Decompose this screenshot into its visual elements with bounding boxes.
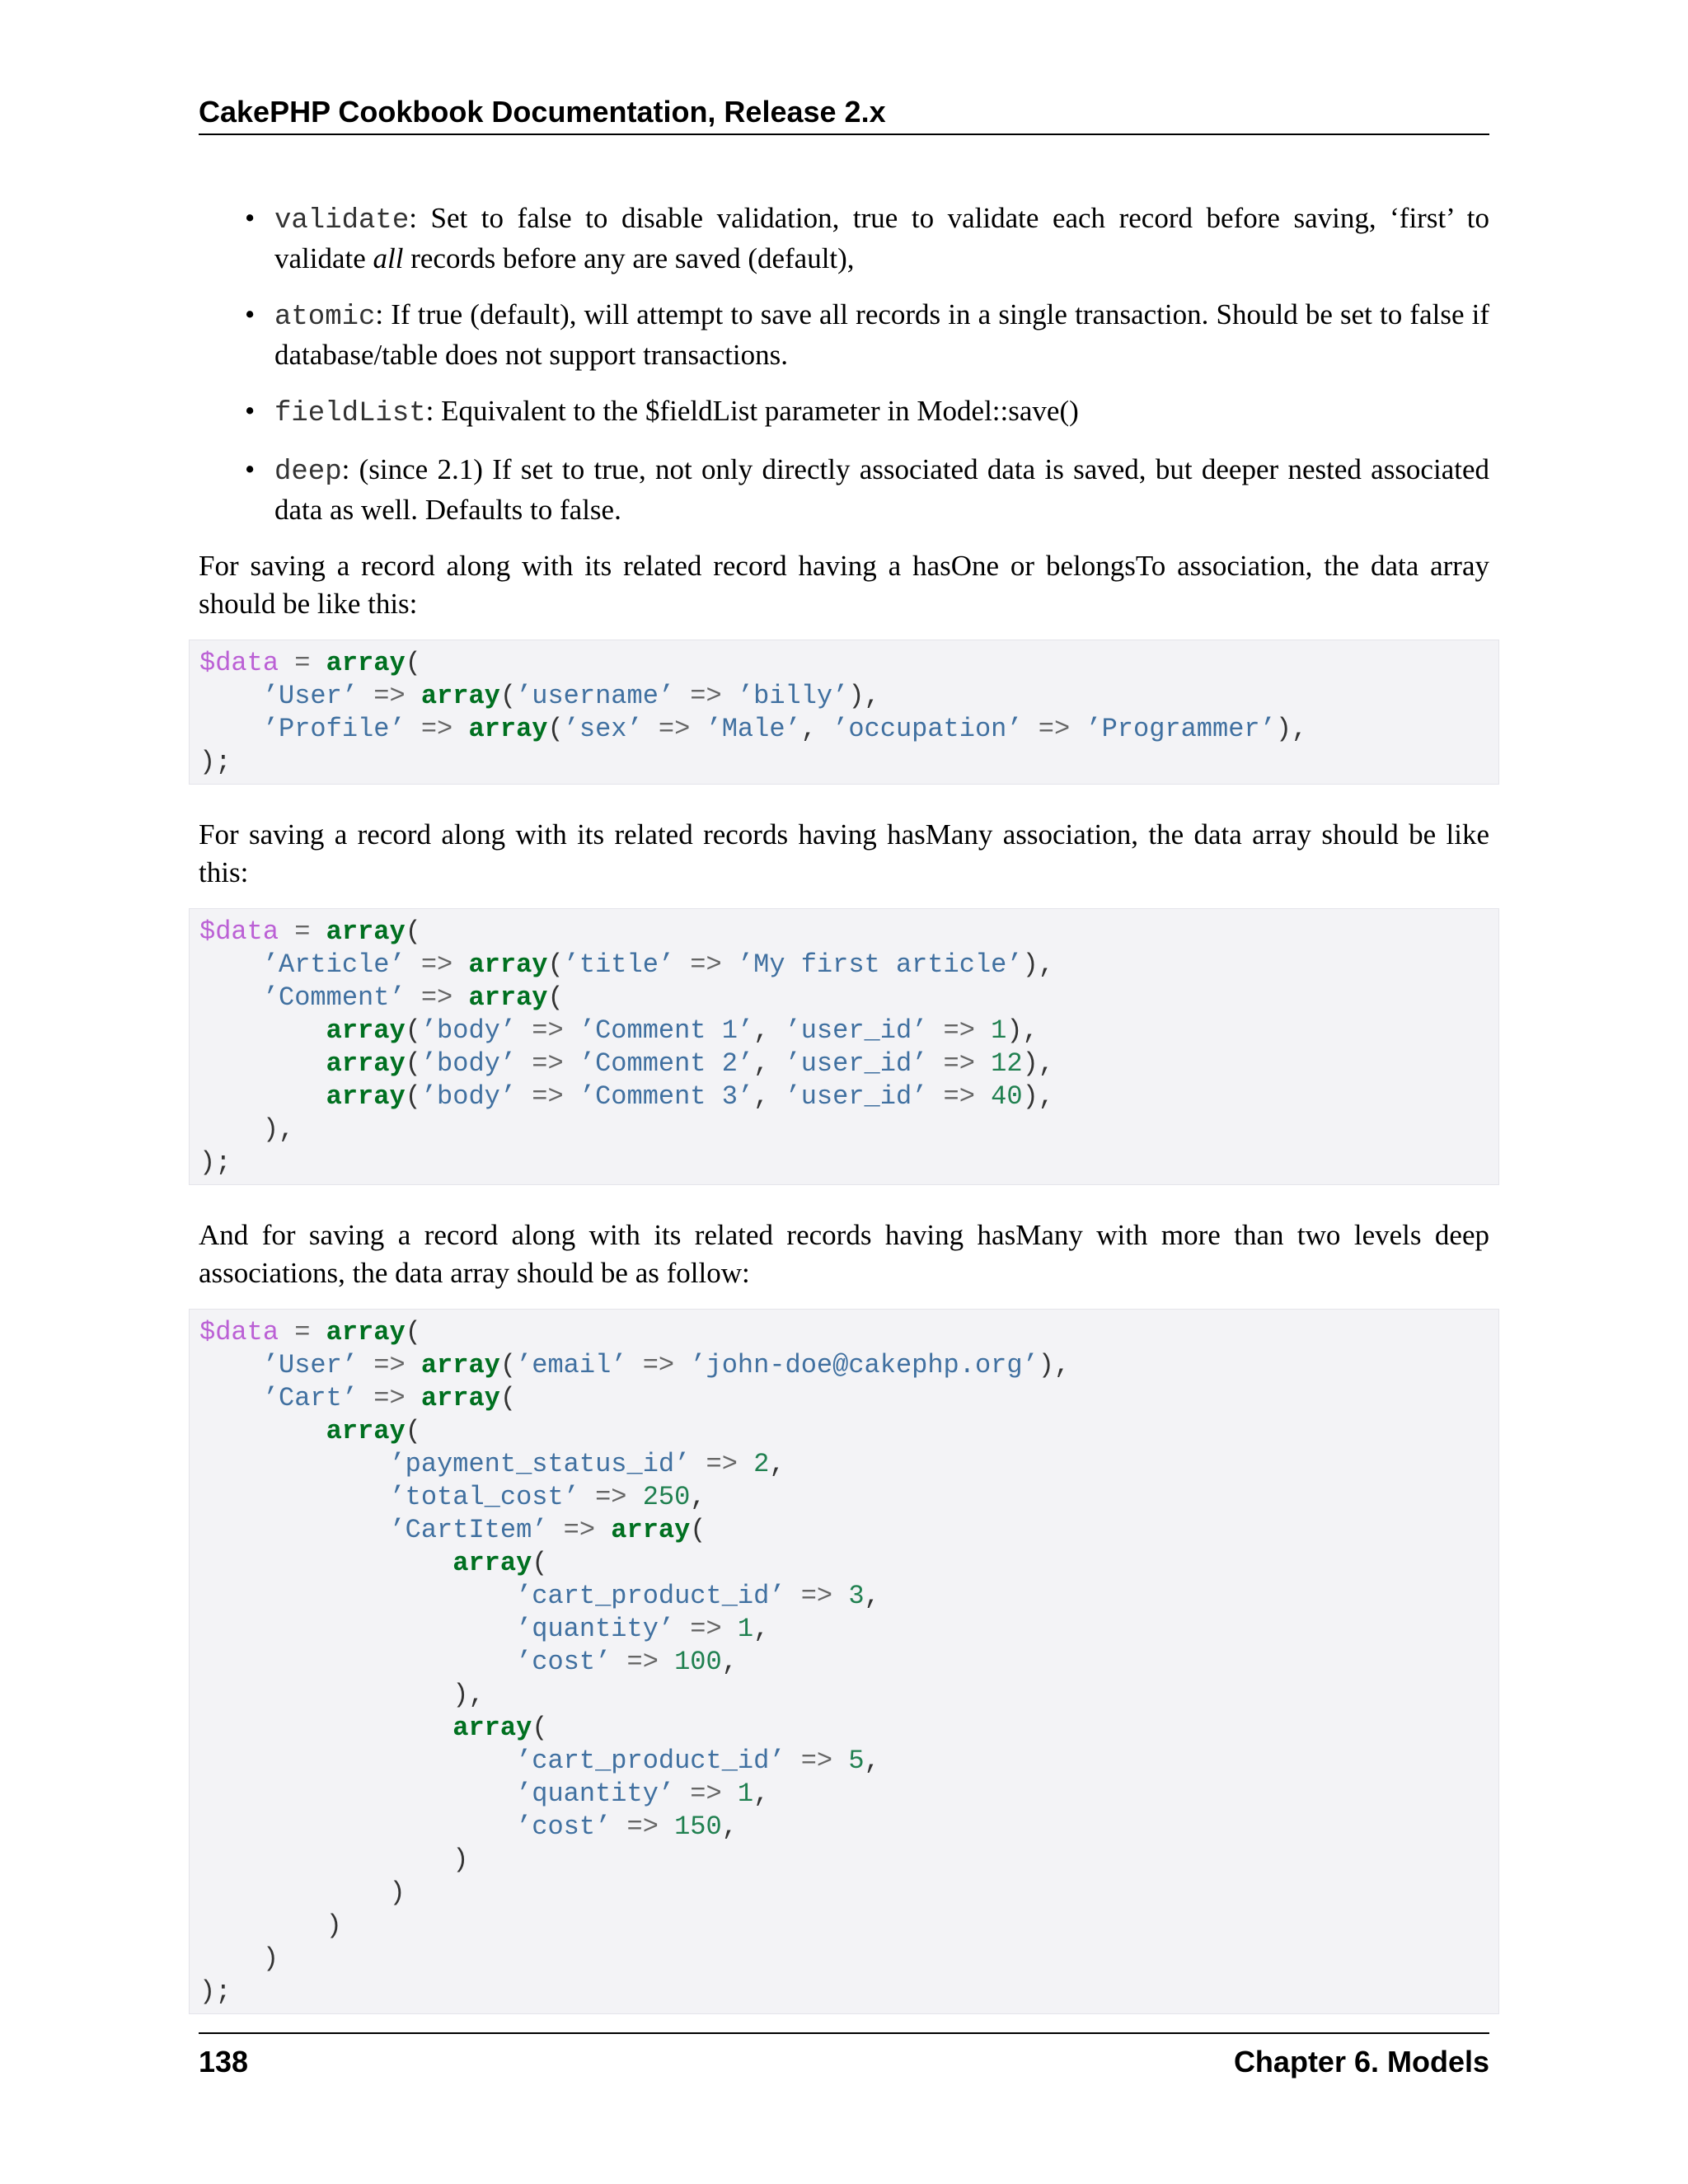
option-fieldlist	[199, 392, 1489, 433]
code-line: ’total_cost’ => 250,	[389, 1482, 706, 1512]
code-line: ’Cart’ => array(	[262, 1383, 517, 1413]
code-line: ’cost’ => 100,	[516, 1647, 738, 1677]
option-name: validate	[274, 205, 410, 237]
paragraph-has-many: For saving a record along with its related records having hasMany association, the data array should be like this:	[199, 818, 1489, 888]
running-header-title: CakePHP Cookbook Documentation, Release 2.x	[199, 95, 886, 129]
code-line: ’Profile’ => array(’sex’ => ’Male’, ’occupation’ => ’Programmer’),	[262, 714, 1308, 744]
code-line: );	[199, 1976, 232, 2007]
page-number: 138	[199, 2045, 249, 2079]
code-line: ’cart_product_id’ => 5,	[516, 1746, 880, 1776]
code-line: ’User’ => array(’email’ => ’john-doe@cakephp.org’),	[262, 1350, 1071, 1380]
bullet-icon: •	[245, 453, 256, 485]
code-block-has-many	[189, 908, 1499, 1185]
code-line: array(’body’ => ’Comment 1’, ’user_id’ => 1),	[326, 1015, 1039, 1046]
code-line: array(	[326, 1416, 421, 1446]
bullet-icon: •	[245, 395, 256, 427]
option-deep	[199, 451, 1489, 529]
option-name: fieldList	[274, 398, 426, 429]
code-line: )	[199, 1910, 342, 1941]
options-list	[199, 199, 1489, 529]
code-line: ’CartItem’ => array(	[389, 1515, 706, 1545]
code-line: )	[199, 1844, 469, 1875]
code-line: ’quantity’ => 1,	[516, 1614, 770, 1644]
option-name: deep	[274, 457, 342, 488]
code-line: ’payment_status_id’ => 2,	[389, 1449, 785, 1479]
code-line: ),	[199, 1114, 295, 1145]
option-description: : (since 2.1) If set to true, not only directly associated data is saved, but deeper nested associated data as well. Defaults to false.	[274, 453, 1489, 526]
code-line: )	[199, 1877, 406, 1908]
option-description: : Set to false to disable validation, true to validate each record before saving, ‘first’ to validate	[274, 202, 1489, 274]
option-atomic	[199, 296, 1489, 374]
code-line: ’Article’ => array(’title’ => ’My first article’),	[262, 949, 1054, 980]
option-name: atomic	[274, 302, 376, 333]
code-line: $data = array(	[199, 648, 421, 678]
code-line: array(	[452, 1713, 548, 1743]
code-line: );	[199, 747, 232, 777]
code-block-deep-has-many	[189, 1309, 1499, 2014]
code-line: )	[199, 1943, 279, 1974]
footer-rule	[199, 2032, 1489, 2034]
bullet-icon: •	[245, 202, 256, 234]
code-line: ),	[199, 1680, 485, 1710]
code-line: $data = array(	[199, 1317, 421, 1347]
option-emphasis: all	[373, 242, 404, 274]
code-block-has-one	[189, 640, 1499, 785]
option-description: : Equivalent to the $fieldList parameter in Model::save()	[425, 395, 1079, 427]
code-line: ’Comment’ => array(	[262, 982, 564, 1013]
code-line: ’cost’ => 150,	[516, 1811, 738, 1842]
code-line: );	[199, 1147, 232, 1178]
page-content	[199, 199, 1489, 2046]
code-line: ’User’ => array(’username’ => ’billy’),	[262, 681, 880, 711]
code-line: $data = array(	[199, 916, 421, 947]
code-line: array(	[452, 1548, 548, 1578]
chapter-title: Chapter 6. Models	[1233, 2045, 1489, 2079]
option-validate	[199, 199, 1489, 278]
paragraph-has-one: For saving a record along with its related record having a hasOne or belongsTo association, the data array should be like this:	[199, 550, 1489, 620]
option-description: : If true (default), will attempt to save all records in a single transaction. Should be set to false if database/table does not support transactions.	[274, 298, 1489, 371]
header-rule	[199, 134, 1489, 135]
code-line: ’quantity’ => 1,	[516, 1779, 770, 1809]
code-line: ’cart_product_id’ => 3,	[516, 1581, 880, 1611]
paragraph-deep-has-many: And for saving a record along with its related records having hasMany with more than two levels deep associations, the data array should be as follow:	[199, 1219, 1489, 1289]
code-line: array(’body’ => ’Comment 3’, ’user_id’ => 40),	[326, 1081, 1054, 1112]
code-line: array(’body’ => ’Comment 2’, ’user_id’ => 12),	[326, 1048, 1054, 1079]
bullet-icon: •	[245, 298, 256, 330]
option-description-end: records before any are saved (default),	[403, 242, 855, 274]
